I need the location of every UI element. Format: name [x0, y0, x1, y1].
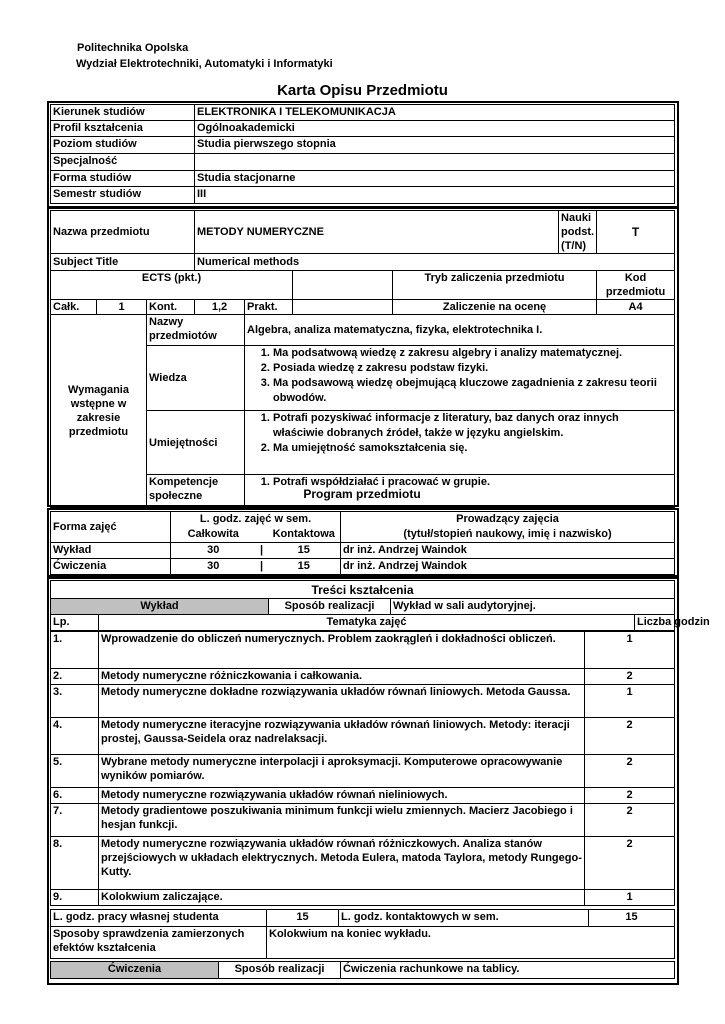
- topic-hours: 2: [585, 837, 675, 890]
- topic-lp: 4.: [51, 718, 99, 755]
- semestr-label: Semestr studiów: [51, 187, 195, 204]
- godz-label: L. godz. zajęć w sem.: [171, 512, 341, 527]
- cwiczenia-table: [50, 961, 675, 979]
- topic-hours: 2: [585, 788, 675, 804]
- list-item: 2. Ma umiejętność samokształcenia się.: [273, 441, 672, 456]
- nazwy-value: Algebra, analiza matematyczna, fizyka, elektrotechnika I.: [245, 315, 675, 346]
- forma-zajec-label: Forma zajęć: [51, 512, 171, 543]
- subject-table: [50, 210, 675, 508]
- topic-hours: 1: [585, 632, 675, 669]
- prakt-value: [293, 300, 393, 315]
- topic-lp: 7.: [51, 804, 99, 837]
- study-info-table: [50, 104, 675, 204]
- topic-lp: 6.: [51, 788, 99, 804]
- topic-text: Wybrane metody numeryczne interpolacji i aproksymacji. Komputerowe opracowywanie wyników pomiarów.: [99, 755, 585, 788]
- summary-table: [50, 909, 675, 959]
- prakt-label: Prakt.: [245, 300, 293, 315]
- list-item: 3. Ma podsawową wiedzę obejmującą kluczowe zagadnienia z zakresu teorii obwodów.: [273, 376, 672, 406]
- prowadzacy-label: Prowadzący zajęcia: [341, 512, 675, 527]
- wyklad-row-label: Wykład: [51, 543, 171, 559]
- wiedza-label: Wiedza: [147, 346, 245, 411]
- sposoby-label: Sposoby sprawdzenia zamierzonych efektów kształcenia: [51, 927, 267, 959]
- topic-hours: 2: [585, 755, 675, 788]
- wyklad-sposob: Wykład w sali audytoryjnej.: [391, 599, 675, 615]
- topic-text: Metody numeryczne rozwiązywania układów równań nieliniowych.: [99, 788, 585, 804]
- wyklad-label: Wykład: [51, 599, 269, 615]
- wyklad-who: dr inż. Andrzej Waindok: [341, 543, 675, 559]
- ects-label: ECTS (pkt.): [51, 271, 293, 300]
- umiejetnosci-list: [247, 411, 672, 456]
- wymagania-label: Wymagania wstępne w zakresie przedmiotu: [51, 315, 147, 508]
- topic-lp: 2.: [51, 669, 99, 685]
- topic-text: Metody numeryczne iteracyjne rozwiązywania układów równań liniowych. Metody: iteracji prostej, Gaussa-Seidela oraz nadrelaksacji.: [99, 718, 585, 755]
- topic-text: Wprowadzenie do obliczeń numerycznych. Problem zaokrągleń i dokładności obliczeń.: [99, 632, 585, 669]
- topic-hours: 1: [585, 890, 675, 906]
- topic-text: Metody numeryczne różniczkowania i całkowania.: [99, 669, 585, 685]
- specjalnosc-label: Specjalność: [51, 154, 195, 171]
- topic-text: Metody gradientowe poszukiwania minimum funkcji wielu zmiennych. Macierz Jacobiego i hesjan funkcji.: [99, 804, 585, 837]
- program-table: [50, 511, 675, 575]
- topic-lp: 9.: [51, 890, 99, 906]
- specjalnosc-value: [195, 154, 675, 171]
- nauki-value: T: [597, 211, 675, 254]
- cwiczenia-label: Ćwiczenia: [51, 962, 219, 979]
- list-item: 1. Ma podsatwową wiedzę z zakresu algebry i analizy matematycznej.: [273, 346, 672, 361]
- topic-hours: 2: [585, 804, 675, 837]
- program-title: Program przedmiotu: [303, 487, 421, 501]
- wlasna-label: L. godz. pracy własnej studenta: [51, 910, 267, 927]
- wyklad-calk: 30: [171, 543, 256, 559]
- wiedza-list: [247, 346, 672, 406]
- faculty-name: Wydział Elektrotechniki, Automatyki i Informatyki: [76, 58, 333, 70]
- topic-hours: 2: [585, 669, 675, 685]
- kontaktowa-label: Kontaktowa: [268, 527, 341, 543]
- forma-value: Studia stacjonarne: [195, 171, 675, 187]
- kierunek-label: Kierunek studiów: [51, 105, 195, 121]
- kont-label: Kont.: [147, 300, 195, 315]
- page-title: Karta Opisu Przedmiotu: [277, 82, 448, 99]
- sposoby-value: Kolokwium na koniec wykładu.: [267, 927, 675, 959]
- umiejetnosci-label: Umiejętności: [147, 411, 245, 475]
- cwiczenia-calk: 30: [171, 559, 256, 575]
- topic-lp: 1.: [51, 632, 99, 669]
- topic-lp: 8.: [51, 837, 99, 890]
- profil-value: Ogólnoakademicki: [195, 121, 675, 137]
- kont-value: 1,2: [195, 300, 245, 315]
- topic-text: Kolokwium zaliczające.: [99, 890, 585, 906]
- topic-hours: 1: [585, 685, 675, 718]
- calk-label: Całk.: [51, 300, 97, 315]
- cwiczenia-who: dr inż. Andrzej Waindok: [341, 559, 675, 575]
- cwiczenia-sposob: Ćwiczenia rachunkowe na tablicy.: [341, 962, 675, 979]
- liczba-godzin-label: Liczba godzin: [635, 615, 675, 631]
- topic-lp: 3.: [51, 685, 99, 718]
- subject-title-value: Numerical methods: [195, 254, 675, 271]
- topic-hours: 2: [585, 718, 675, 755]
- nazwa-value: METODY NUMERYCZNE: [195, 211, 559, 254]
- kontaktowe-label: L. godz. kontaktowych w sem.: [339, 910, 589, 927]
- nazwy-label: Nazwy przedmiotów: [147, 315, 245, 346]
- subject-title-label: Subject Title: [51, 254, 195, 271]
- prowadzacy-sub: (tytuł/stopień naukowy, imię i nazwisko): [341, 527, 675, 543]
- poziom-value: Studia pierwszego stopnia: [195, 137, 675, 154]
- nazwa-label: Nazwa przedmiotu: [51, 211, 195, 254]
- profil-label: Profil kształcenia: [51, 121, 195, 137]
- cwiczenia-sposob-label: Sposób realizacji: [219, 962, 341, 979]
- tematyka-label: Tematyka zajęć: [99, 615, 635, 631]
- list-item: 1. Potrafi współdziałać i pracować w grupie.: [273, 475, 672, 490]
- topic-text: Metody numeryczne dokładne rozwiązywania układów równań liniowych. Metoda Gaussa.: [99, 685, 585, 718]
- kod-value: A4: [597, 300, 675, 315]
- university-name: Politechnika Opolska: [77, 42, 189, 54]
- tresci-title: Treści kształcenia: [51, 581, 675, 599]
- separator: |: [256, 543, 268, 559]
- poziom-label: Poziom studiów: [51, 137, 195, 154]
- kompetencje-label: Kompetencje społeczne: [147, 475, 245, 508]
- topic-lp: 5.: [51, 755, 99, 788]
- wyklad-kont: 15: [268, 543, 341, 559]
- topics-table: [50, 631, 675, 906]
- calkowita-label: Całkowita: [171, 527, 256, 543]
- tryb-value: Zaliczenie na ocenę: [393, 300, 597, 315]
- wyklad-sposob-label: Sposób realizacji: [269, 599, 391, 615]
- tryb-label: Tryb zaliczenia przedmiotu: [393, 271, 597, 300]
- separator: |: [256, 559, 268, 575]
- calk-value: 1: [97, 300, 147, 315]
- nauki-label: Nauki podst. (T/N): [559, 211, 597, 254]
- cwiczenia-row-label: Ćwiczenia: [51, 559, 171, 575]
- list-item: 1. Potrafi pozyskiwać informacje z literatury, baz danych oraz innych właściwie dobranych źródeł, także w języku angielskim.: [273, 411, 672, 441]
- kod-label: Kod przedmiotu: [597, 271, 675, 300]
- kierunek-value: ELEKTRONIKA I TELEKOMUNIKACJA: [195, 105, 675, 121]
- list-item: 2. Posiada wiedzę z zakresu podstaw fizyki.: [273, 361, 672, 376]
- wlasna-value: 15: [267, 910, 339, 927]
- kontaktowe-value: 15: [589, 910, 675, 927]
- content-table: [50, 580, 710, 631]
- lp-label: Lp.: [51, 615, 99, 631]
- semestr-value: III: [195, 187, 675, 204]
- forma-label: Forma studiów: [51, 171, 195, 187]
- cwiczenia-kont: 15: [268, 559, 341, 575]
- topic-text: Metody numeryczne rozwiązywania układów równań różniczkowych. Analiza stanów przejściowych w układach elektrycznych. Metoda Eulera, matoda Taylora, metody Rungego-Kutty.: [99, 837, 585, 890]
